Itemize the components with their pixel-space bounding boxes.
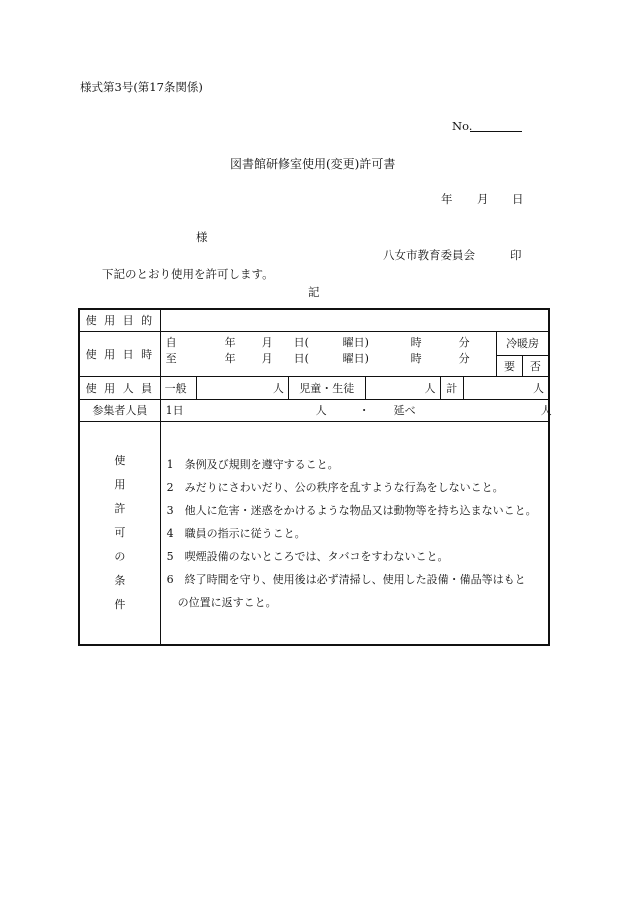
conditions-label-char: 条	[114, 573, 126, 587]
from-year: 年	[224, 335, 236, 349]
from-month: 月	[261, 335, 273, 349]
conditions-list	[160, 421, 549, 645]
users-children-unit: 人	[424, 381, 436, 395]
condition-item: 5 喫煙設備のないところでは、タバコをすわないこと。	[166, 549, 449, 563]
from-minute: 分	[458, 335, 470, 349]
condition-item: 1 条例及び規則を遵守すること。	[166, 457, 339, 471]
page-title: 図書館研修室使用(変更)許可書	[230, 157, 396, 171]
users-label: 使 用 人 員	[79, 376, 160, 399]
attendees-row	[79, 399, 549, 421]
users-children-label: 児童・生徒	[288, 376, 365, 399]
datetime-row-from	[79, 331, 549, 355]
condition-item: 3 他人に危害・迷惑をかけるような物品又は動物等を持ち込まないこと。	[166, 503, 537, 517]
purpose-label: 使 用 目 的	[79, 309, 160, 331]
conditions-row	[79, 421, 549, 645]
document-number-field[interactable]	[470, 131, 522, 132]
conditions-label	[79, 421, 160, 645]
intro-text: 下記のとおり使用を許可します。	[102, 267, 274, 281]
conditions-label-char: 許	[114, 501, 126, 515]
form-number-label: 様式第3号(第17条関係)	[80, 80, 203, 94]
date-year-label: 年	[441, 192, 453, 206]
to-prefix: 至	[165, 351, 177, 365]
users-general-unit: 人	[272, 381, 284, 395]
from-day: 日(	[293, 335, 309, 349]
to-month: 月	[261, 351, 273, 365]
conditions-label-char: 使	[114, 453, 126, 467]
datetime-field[interactable]	[160, 331, 496, 376]
conditions-label-char: 用	[114, 477, 126, 491]
conditions-label-char: の	[114, 549, 126, 563]
attendees-field[interactable]	[160, 399, 552, 421]
condition-item: の位置に返すこと。	[166, 595, 277, 609]
users-children-field[interactable]	[365, 376, 440, 399]
users-total-label: 計	[440, 376, 464, 399]
to-hour: 時	[410, 351, 422, 365]
attendees-unit-1: 人	[315, 403, 327, 417]
to-year: 年	[224, 351, 236, 365]
attendees-total: 延べ	[393, 403, 416, 417]
attendees-per-day: 1日	[165, 403, 184, 417]
date-month-label: 月	[477, 192, 489, 206]
users-general-label: 一般	[160, 376, 196, 399]
date-day-label: 日	[512, 192, 524, 206]
to-minute: 分	[458, 351, 470, 365]
to-weekday: 曜日)	[342, 351, 369, 365]
datetime-label: 使 用 日 時	[79, 331, 160, 376]
attendees-unit-2: 人	[540, 403, 552, 417]
users-total-unit: 人	[533, 381, 544, 395]
ki-heading: 記	[308, 285, 320, 299]
conditions-label-char: 可	[114, 525, 126, 539]
from-hour: 時	[410, 335, 422, 349]
purpose-row	[79, 309, 549, 331]
from-prefix: 自	[165, 335, 177, 349]
to-day: 日(	[293, 351, 309, 365]
addressee-suffix: 様	[196, 230, 208, 244]
attendees-dot: ・	[358, 403, 370, 417]
users-total-field[interactable]	[464, 376, 549, 399]
users-general-field[interactable]	[196, 376, 288, 399]
users-row	[79, 376, 549, 399]
permit-table	[78, 308, 550, 646]
issuer-name: 八女市教育委員会	[383, 248, 475, 262]
purpose-field[interactable]	[160, 309, 549, 331]
condition-item: 2 みだりにさわいだり、公の秩序を乱すような行為をしないこと。	[166, 480, 504, 494]
condition-item: 6 終了時間を守り、使用後は必ず清掃し、使用した設備・備品等はもと	[166, 572, 526, 586]
from-weekday: 曜日)	[342, 335, 369, 349]
aircon-yes-option[interactable]: 要	[497, 355, 523, 376]
aircon-label: 冷暖房	[497, 331, 549, 355]
document-number-label: No.	[452, 119, 473, 133]
conditions-label-char: 件	[114, 597, 126, 611]
attendees-label: 参集者人員	[79, 399, 160, 421]
condition-item: 4 職員の指示に従うこと。	[166, 526, 306, 540]
seal-mark: 印	[510, 248, 522, 262]
aircon-no-option[interactable]: 否	[522, 355, 549, 376]
